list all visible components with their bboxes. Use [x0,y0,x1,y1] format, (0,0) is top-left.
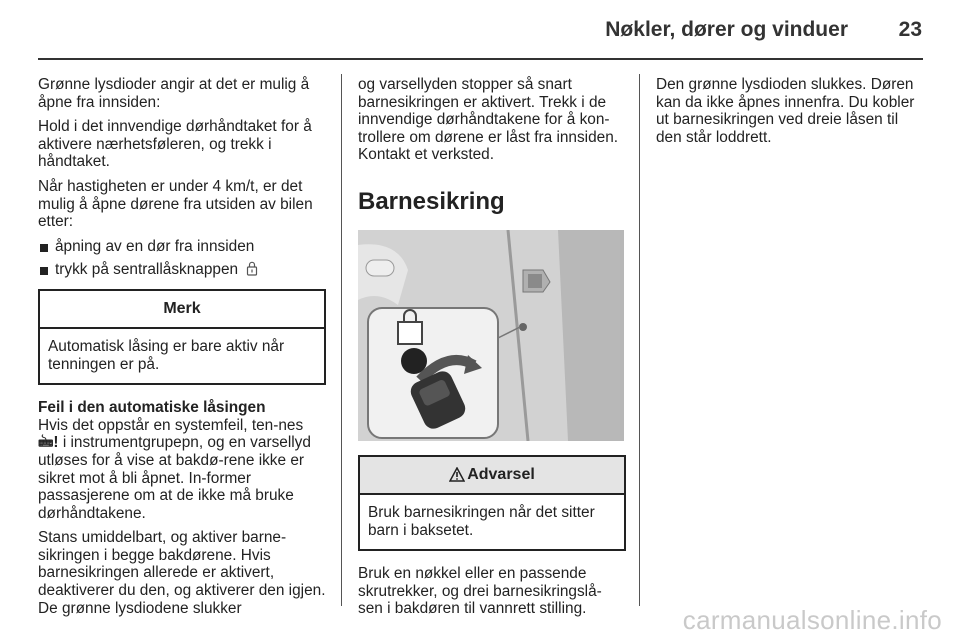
warning-header [360,457,624,495]
paragraph: Når hastigheten er under 4 km/t, er det mulig å åpne dørene fra utsiden av bilen etter: [38,177,313,231]
paragraph: Grønne lysdioder angir at det er mulig å åpne fra innsiden: [38,76,310,111]
warning-box [358,455,626,551]
note-title: Merk [40,291,324,329]
warning-title: Advarsel [467,465,535,483]
paragraph: Hold i det innvendige dørhåndtaket for å aktivere nærhetsføleren, og trekk i håndtaket. [38,118,312,171]
warning-text: Bruk barnesikringen når det sitter barn i baksetet. [368,503,595,539]
page-number: 23 [898,18,922,41]
padlock-icon [246,261,258,276]
section-title: Barnesikring [358,187,505,215]
fault-heading: Feil i den automatiske låsingen [38,399,266,417]
paragraph: Feil i den automatiske låsingen Hvis det oppstår en systemfeil, ten-nes 🖮! i instrumentgrupepn, og en varsellyd utløses for å vise at bakdø-rene ikke er sikret mot å bli åpnet. In-former passasjerene om at de ikke må bruke dørhåndtakene. [38,399,311,522]
paragraph: Den grønne lysdioden slukkes. Døren kan da ikke åpnes innenfra. Du kobler ut barnesikringen ved dreie låsen til den står loddrett. [656,76,915,146]
page-title: Nøkler, dører og vinduer [605,18,848,41]
bullet-list [38,238,326,279]
column-2 [358,76,626,625]
list-item: trykk på sentrallåsknappen [38,261,326,279]
paragraph: Bruk en nøkkel eller en passende skrutrekker, og drei barnesikringslå-sen i bakdøren til vannrett stilling. [358,565,602,618]
note-text: Automatisk låsing er bare aktiv når tenningen er på. [48,337,285,373]
column-divider [341,74,342,606]
header-divider [38,58,923,60]
column-1 [38,76,326,624]
watermark: carmanualsonline.info [682,605,942,635]
paragraph: og varsellyden stopper så snart barnesikringen er aktivert. Trekk i de innvendige dørhåndtakene for å kon-trollere om dørene er låst fra innsiden. Kontakt et verksted. [358,76,619,164]
warning-triangle-icon [449,467,465,482]
child-lock-illustration [358,230,624,441]
note-box [38,289,326,385]
column-3 [656,76,926,153]
column-divider [639,74,640,606]
door-warning-symbol: 🖮! [38,434,59,452]
list-item: åpning av en dør fra innsiden [38,238,326,256]
paragraph: Stans umiddelbart, og aktiver barne-sikringen i begge bakdørene. Hvis barnesikringen allerede er aktivert, deaktiverer du den, og aktiverer den igjen. De grønne lysdiodene slukker [38,529,326,617]
